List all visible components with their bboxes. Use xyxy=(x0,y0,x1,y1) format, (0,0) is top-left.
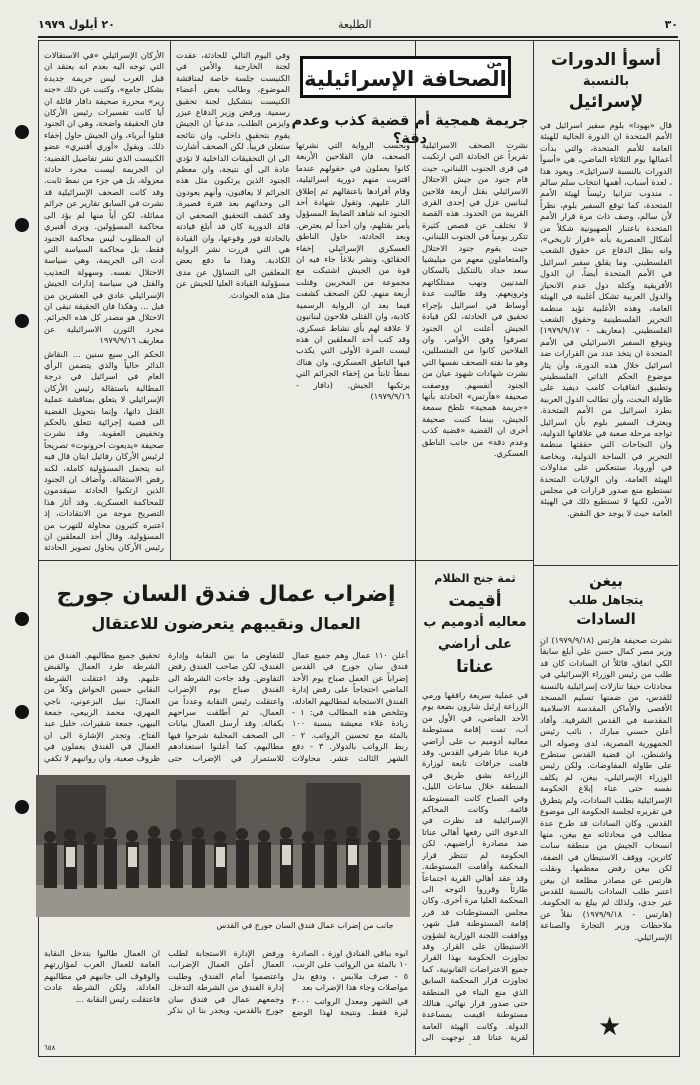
publication-title: الطليعة xyxy=(338,18,372,31)
settlement-article: في عملية سريعة رافقها ورمي الزراعة إرئيل شارون بضعة يوم الأحد الماضي، في الأول من آب، تمت إقامة مستوطنة معاليه أدوميم ب على أراضي قرية عناتا شرقي القدس. وقد قامت جرافات تابعة لوزارة الزراعة بشق طريق في المنطقة خلال ساعات الليل، وفي الصباح كانت المستوطنة قائمة. وكانت المحاكم الإسرائيلية قد نظرت في الدعوى التي رفعها أهالي عناتا ضد مصادرة أراضيهم، لكن الحكومة لم تنتظر قرار المحكمة وأقامت المستوطنة. وقد عقد أهالي القرية اجتماعاً طارئاً وقرروا التوجه الى المحكمة العليا مرة أخرى. وكان مجلس المستوطنات قد قرر إقامة المستوطنة قبل شهر، ووافقت اللجنة الوزارية لشؤون الاستيطان على القرار. وقد تجاوزت الحكومة بهذا القرار جميع الاعتراضات القانونية، كما تجاوزت قرار المحكمة السابق الذي منع البناء في المنطقة حتى صدور قرار نهائي. هنالك مستوطنة اقيمت بمساعدة الدولة. وكانت الهيئة العامة لقرية عناتا قد توجهت الى xyxy=(422,690,528,1043)
column-divider xyxy=(533,40,534,1055)
settlement-headline: أقيمت معاليه أدوميم ب على أراضي عناتا xyxy=(423,591,527,677)
star-icon: ★ xyxy=(598,1012,622,1042)
binder-hole xyxy=(15,612,29,626)
section-divider xyxy=(38,560,533,561)
binder-hole xyxy=(15,314,29,328)
press-section-banner: من الصحافة الإسرائيلية xyxy=(300,56,511,98)
issue-date: ٢٠ أيلول ١٩٧٩ xyxy=(38,18,115,31)
lead-headline: جريمة همجية أم قضية كذب وعدم دقة؟ xyxy=(291,113,529,147)
lead-column-3: وفي اليوم التالي للحادثة، عقدت لجنة الخارجية والأمن في الكنيست جلسة خاصة لمناقشة الموضوع، وطالب بعض أعضاء الكنيست بتشكيل لجنة تحقيق رسمية. ورفض وزير الدفاع عيزر وايزمن الطلب، مدعياً ان الجيش يقوم بتحقيق داخلي، وان نتائجه ستعلن قريباً. لكن الصحف أشارت الى ان التحقيقات الداخلية لا تؤدي عادة الى أي نتيجة، وان معظم الجنود الذين يرتكبون مثل هذه الجرائم لا يعاقبون، وأنهم يعودون الى وحداتهم بعد فترة قصيرة. وقد كشف التحقيق الصحفي ان قائد الدورية كان قد أبلغ قيادته بالحادثة فور وقوعها، وان القيادة هي التي قررت نشر الرواية الكاذبة. وهذا ما دفع بعض المعلقين الى التساؤل عن مدى مسؤولية القيادة العليا للجيش عن مثل هذه الحوادث. xyxy=(176,50,290,300)
begin-headline: بيغن يتجاهل طلب السادات xyxy=(568,572,644,628)
lead-column-4: الأركان الإسرائيلي «في الاستقالات التي توجه اليه بعدم انه يعتقد ان قبل الغرب ليس جريمة جديدة بشكل جامع»، وكتبت عن ذلك «جنه زير» محررة صحيفة دافار قائلة ان أيا كانت تفسيرات رئيس الأركان فان الحقيقة واضحة، وهي ان الجنود قتلوا أبرياء، وان الجيش حاول إخفاء ذلك. ويقول «أوري أفنيري» عضو الكنيست الذي نشر تفاصيل القضية: ان الجريمة ليست مجرد حادثة معزولة، بل هي جزء من نمط ثابت. وقد كانت الصحف الإسرائيلية قد نشرت في السابق تقارير عن جرائم مماثلة، لكن أياً منها لم يؤد الى محاكمة المسؤولين. ويرى أفنيري ان المطلوب ليس محاكمة الجنود فقط، بل محاكمة السياسة التي أدت الى الجريمة، وهي سياسة الاحتلال نفسه. وسهولة التعذيب والقتل في سياسة إدارات الجيش الإسرائيلي عادي في العشرين من قبل ... وهكذا فان الحقيقة تبقى ان الاحتلال هو مصدر كل هذه الجرائم. مجرد الثورن الاسرائيلية عن معاريف ١٩٧٩/٩/١٦ الحكم الى سبع سنين ... النقاش الدائر حالياً والذي يتضمن الرأي العام في اسرائيل في درجة المطالبة باستقالة رئيس الأركان الإسرائيلي لا يتعلق بمناقشة عملية القتل ذاتها، وإنما بتحويل القضية الى قضية إجرائية تتعلق بالحكم وتخفيض العقوبة. وقد نشرت صحيفة «يديعوت احرونوت» تصريحاً لرئيس الأركان رفائيل ايتان قال فيه انه يتحمل المسؤولية كاملة، لكنه رفض الاستقالة. وأضاف ان الجنود الذين ارتكبوا الحادثة سيقدمون للمحاكمة العسكرية. وقد أثار هذا التصريح موجة من الانتقادات، إذ اعتبره كثيرون محاولة للتهرب من المسؤولية. وقال أحد المعلقين ان رئيس الأركان يحاول تصوير الحادثة xyxy=(44,50,164,553)
strike-subheadline: العمال ونقيبهم يتعرضون للاعتقال xyxy=(91,614,361,633)
strike-photo xyxy=(36,775,410,917)
settlement-kicker: ثمة جنح الظلام xyxy=(434,572,516,585)
lead-column-2: وبحسب الرواية التي نشرتها الصحف، فان الفلاحين الأربعة كانوا يعملون في حقولهم عندما اقتربت منهم دورية اسرائيلية، وقام أفرادها باعتقالهم ثم إطلاق النار عليهم. وتقول شهادة أحد الجنود انه شاهد الضابط المسؤول يأمر بقتلهم، وان أحداً لم يعترض. وبعد الحادثة، حاول الناطق العسكري الإسرائيلي إخفاء الحقائق، ونشر بلاغاً جاء فيه ان قوة من الجيش اشتبكت مع مجموعة من المخربين وقتلت أربعة منهم. لكن الصحف كشفت فيما بعد ان الرواية الرسمية كاذبة، وان القتلى فلاحون لبنانيون لا علاقة لهم بأي نشاط عسكري. وقد كتب أحد المعلقين ان هذه ليست المرة الأولى التي يكذب فيها الناطق العسكري، وان هناك نمطاً ثابتاً من إخفاء الجرائم التي يرتكبها الجيش. (دافار - ١٩٧٩/٩/١٦) xyxy=(296,140,410,401)
page-number: ٣٠ xyxy=(664,18,678,31)
strike-article-continued: ابوه بباقي الفنادق اوزة ، الصادرة ١٠ بالمئة من الرواتب على الرنب، ٥ - صرف ملابس ، ودفع بدل مواصلات وجاء هذا الإضراب بعد في الشهر ومعدل الرواتب ٣٠٠٠ ليرة فقط. ونتيجة لهذا الوضع ورفض الإدارة الاستجابة لطلب العمال أعلن العمال الإضراب، واعتصموا أمام الفندق، وطلبت إدارة الفندق من الشرطة التدخل. وجمعهم عمال في فندق سان جورج بالقدس، ويجدر بنا ان نذكر ان العمال طالبوا بتدخل النقابة العامة للعمال العرب لمؤازرتهم والوقوف الى جانبهم في مطالبهم العادلة، ولكن الشرطة عادت فاعتقلت رئيس النقابة ... xyxy=(44,948,408,1018)
folio-note: ٦٥٨ xyxy=(44,1044,56,1052)
binder-hole xyxy=(15,218,29,232)
workers-group-photo xyxy=(36,775,410,917)
binder-hole xyxy=(15,125,29,139)
begin-article: نشرت صحيفة هارتس (١٩٧٩/٩/١٨) ان وزير مصر كمال حسن علي أبلغ سابقاً الكي اتفاق، قائلاً ان السادات كان قد طلب من رئيس الوزراء الإسرائيلي في محادثات حيفا تنازلات إسرائيلية بالنسبة للقدس، من ضمنها تسليم المسجد الأقصى والأماكن المقدسة الاسلامية المقدسة في القدس الشرقية. وأفاد أعلن حسني مبارك ، نائب رئيس الجمهورية المصرية، لدى وصوله الى واشنطن، ان قضية القدس ستطرح على طاولة المفاوضات. ولكن رئيس الوزراء الإسرائيلي، بيغن، لم يكلف نفسه حتى عناء إبلاغ الحكومة الإسرائيلية بطلب السادات، ولم يتطرق في تقريره لجلسة الحكومة الى موضوع القدس. وكان السادات قد طرح عدة مطالب في محادثاته مع بيغن، منها انسحاب الجيش من منطقة سانت كاترين، ووقف الاستيطان في الضفة، لكن بيغن رفض معظمها. ونقلت هارتس عن مصادر مطلعة ان بيغن اعتبر طلب السادات بالنسبة للقدس غير جدي، ولذلك لم يبلغ به الحكومة. (هارتس - ١٩٧٩/٩/١٨) نقلاً عن ملاحظات وزير التجارة والصناعة الإسرائيلي. xyxy=(540,635,672,942)
binder-hole xyxy=(15,705,29,719)
lead-column-1: نشرت الصحف الاسرائيلية تقريراً عن الحادثة التي ارتكبت في قرى الجنوب اللبناني، حيث قام جنود من جيش الاحتلال الاسرائيلي بقتل أربعة فلاحين لبنانيين عزل في إحدى القرى القريبة من الحدود. هذه القصة لا تختلف عن قصص كثيرة تتكرر يومياً في الجنوب اللبناني، حيث يقوم جنود الاحتلال والمتعاملون معهم من ميليشيا سعد حداد بالتنكيل بالسكان المدنيين ونهب ممتلكاتهم وترويعهم. وقد طالبت عدة أوساط في اسرائيل بإجراء تحقيق في الحادثة، لكن قيادة الجيش أعلنت ان الجنود تصرفوا وفق الأوامر، وان الفلاحين كانوا من المتسللين، وهو ما نفته الصحف نفسها التي نشرت شهادات شهود عيان من الجنود أنفسهم. ووصفت صحيفة «هآرتس» الحادثة بأنها «جريمة همجية» تلطخ سمعة الجيش، بينما كتبت صحيفة أخرى ان القضية «قضية كذب وعدم دقة» من جانب الناطق العسكري. xyxy=(422,140,528,458)
binder-hole xyxy=(15,800,29,814)
section-divider xyxy=(534,565,678,566)
strike-article: أعلن ١١٠ عمال وهم جميع عمال فندق سان جورج في القدس إضراباً عن العمل صباح يوم الأحد الماضي احتجاجاً على رفض إدارة الفندق الاستجابة لمطالبهم العادلة، وتتلخص هذه المطالب في: ١ - زيادة غلاء معيشة بنسبة ١٠٠ بالمئة مع تحسين الرواتب. ٢ - ربط الرواتب بالدولار. ٣ - دفع الشهر الثالث عشر. محاولات للتفاوض ما بين النقابة وإدارة الفندق، لكن صاحب الفندق رفض التفاوض. وقد جاءت الشرطة الى الفندق صباح يوم الإضراب واعتقلت رئيس النقابة وعدداً من العمال، ثم أطلقت سراحهم بكفالة. وقد أرسل العمال بيانات الى الصحف المحلية شرحوا فيها مطالبهم، كما أعلنوا استعدادهم للاستمرار في الإضراب حتى تحقيق جميع مطالبهم. الفندق من الشرطة طرد العمال والقبض عليهم. وقد اعتقلت الشرطة النقابي حسين الحواش وكلاً من العمال: نبيل البزعوني، ناجي المهري، محمد الربيعي، جمعة البيهي، جمعة شقيرات، خليل عبد الفتاح. وتجدر الإشارة الى ان العمال في الفندق يعملون في ظروف صعبة، وان رواتبهم لا تكفي xyxy=(44,650,408,763)
photo-caption: جانب من إضراب عمال فندق السان جورج في القدس xyxy=(216,921,394,930)
right-top-headline: أسوأ الدورات بالنسبة لإسرائيل xyxy=(550,50,662,112)
strike-headline: إضراب عمال فندق السان جورج xyxy=(56,582,396,607)
column-divider xyxy=(170,40,171,560)
right-top-article: قال «بهودا» بلوم سفير اسرائيل في الأمم المتحدة ان الدورة الحالية للهيئة العامة للأمم المتحدة، والتي بدأت أعمالها يوم الثلاثاء الماضي، هي «أسوأ الدورات بالنسبة لاسرائيل». ويعود هذا ، لعدة أسباب، أهمها انتخاب سلم سالم ، مندوب تنزانيا رئيساً لهيئة الأمم المتحدة، كما توقع السفير بلوم، نظراً لأن سالم، وصف ذات مرة قرار الأمم المتحدة باعتبار الصهيونية شكلاً من أشكال العنصرية بأنه «قرار تاريخي»، وانه بطل الدفاع عن حقوق الشعب الفلسطيني. وما يقلق سفير اسرائيل في الأمم المتحدة أيضاً، ان الدول الأفريقية وكتلة دول عدم الانحياز والدول العربية تشكل أغلبية في الهيئة العامة، وهذه الأغلبية تؤيد منظمة التحرير الفلسطينية وحقوق الشعب الفلسطيني. (معاريف - ١٩٧٩/٩/١٧) ويتوقع السفير الاسرائيلي في الأمم المتحدة ان يتخذ عدد من القرارات ضد اسرائيل خلال هذه الدورة، وأن يثار موضوع الحكم الذاتي الفلسطيني وتطبيق اتفاقيات كامب ديفيد على طاولة البحث، وأن تطالب الدول العربية بطرد اسرائيل من الأمم المتحدة. ويعترف السفير بلوم بأن اسرائيل تواجه مرحلة صعبة في علاقاتها الدولية، وان النجاحات التي حققتها منظمة التحرير في الساحة الدولية، وبخاصة في أوروبا، ستنعكس على مداولات الهيئة العامة، وان الولايات المتحدة تستطيع منع صدور قرارات في مجلس الأمن، لكنها لا تستطيع ذلك في الهيئة العامة حيث لا يوجد حق النقض. xyxy=(540,120,672,518)
column-divider xyxy=(415,560,416,1055)
page-header xyxy=(38,14,678,38)
